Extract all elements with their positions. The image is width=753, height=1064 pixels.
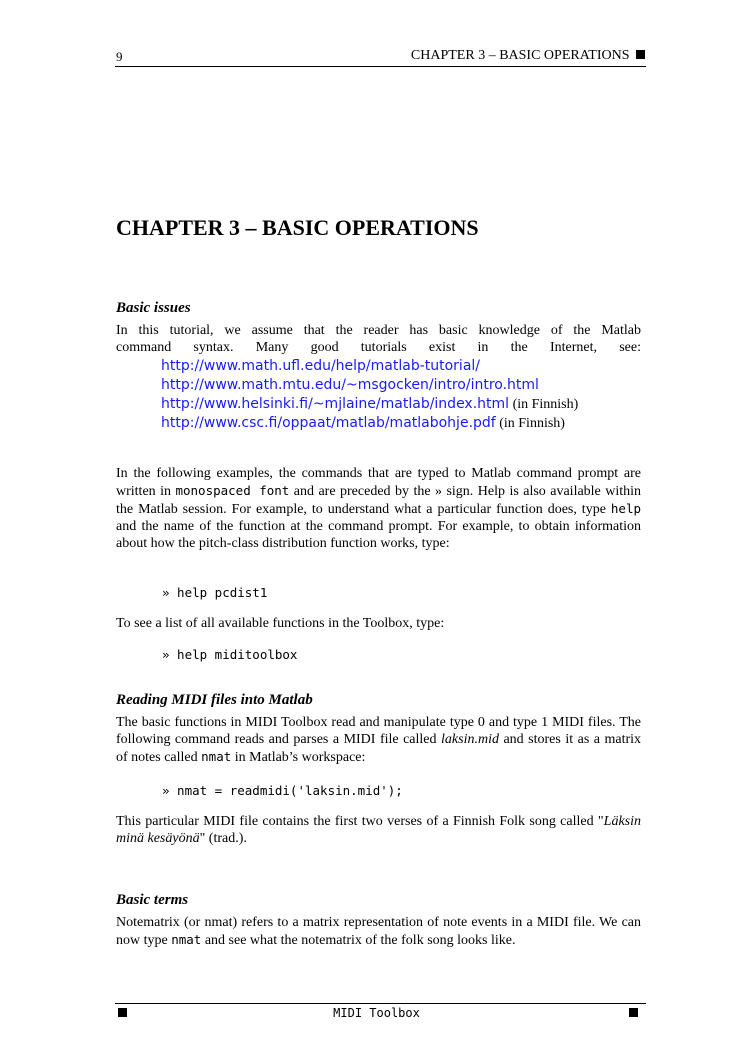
text-run: " (trad.). <box>199 831 247 846</box>
page-number: 9 <box>116 49 123 64</box>
link-item <box>161 395 641 414</box>
text-run: In the following examples, the commands that are typed to Matlab command prompt are written in <box>116 466 641 499</box>
section-heading-basic-terms: Basic terms <box>116 892 189 908</box>
running-title: CHAPTER 3 – BASIC OPERATIONS <box>410 48 630 63</box>
running-header <box>411 47 645 64</box>
chapter-title: CHAPTER 3 – BASIC OPERATIONS <box>116 215 479 240</box>
song-title: Läksin minä kesäyönä <box>116 814 641 846</box>
terms-paragraph <box>116 914 641 949</box>
footer-right-square-icon <box>629 1008 638 1017</box>
text-run: and the name of the function at the command prompt. For example, to obtain information about how the pitch-class distribution function works, type: <box>116 519 641 551</box>
examples-paragraph <box>116 465 641 552</box>
inline-code: nmat <box>171 932 202 947</box>
header-rule <box>115 66 646 67</box>
square-bullet-icon <box>636 50 645 59</box>
paragraph-line: command syntax. Many good tutorials exist in the Internet, see: <box>116 340 641 355</box>
text-run: and are preceded by the » sign. Help is also available within the Matlab session. For example, to understand what a particular function does, type <box>116 484 642 517</box>
reading-paragraph <box>116 714 641 766</box>
tutorial-link[interactable]: http://www.helsinki.fi/~mjlaine/matlab/index.html <box>161 396 510 412</box>
text-run: and stores it as a matrix of notes called <box>116 732 642 765</box>
tutorial-link[interactable]: http://www.math.ufl.edu/help/matlab-tutorial/ <box>161 358 481 374</box>
basic-issues-paragraph <box>116 322 641 356</box>
section-heading-reading-midi: Reading MIDI files into Matlab <box>116 692 313 708</box>
inline-code: help <box>610 501 641 516</box>
section-heading-basic-issues: Basic issues <box>116 300 191 316</box>
tutorial-link[interactable]: http://www.math.mtu.edu/~msgocken/intro/intro.html <box>161 377 539 393</box>
link-note: (in Finnish) <box>499 416 565 431</box>
tutorial-link[interactable]: http://www.csc.fi/oppaat/matlab/matlabohje.pdf <box>161 415 496 431</box>
paragraph-line: In this tutorial, we assume that the reader has basic knowledge of the Matlab <box>116 323 641 338</box>
command-example: » nmat = readmidi('laksin.mid'); <box>162 783 403 798</box>
link-item <box>161 414 641 433</box>
song-paragraph <box>116 813 641 847</box>
text-run: The basic functions in MIDI Toolbox read and manipulate type 0 and type 1 MIDI files. The following command reads and parses a MIDI file called <box>116 715 641 747</box>
functions-list-paragraph: To see a list of all available functions in the Toolbox, type: <box>116 616 445 631</box>
text-run: Notematrix (or nmat) refers to a matrix representation of note events in a MIDI file. We can now type <box>116 915 641 948</box>
text-run: and see what the notematrix of the folk song looks like. <box>201 933 516 948</box>
file-name: laksin.mid <box>441 732 499 747</box>
link-item <box>161 376 641 395</box>
tutorial-links-list <box>161 357 641 433</box>
command-example: » help pcdist1 <box>162 585 268 600</box>
text-run: in Matlab’s workspace: <box>231 750 366 765</box>
inline-code: monospaced font <box>175 483 290 498</box>
command-example: » help miditoolbox <box>162 647 298 662</box>
text-run: This particular MIDI file contains the first two verses of a Finnish Folk song called " <box>116 814 604 829</box>
link-item <box>161 357 641 376</box>
footer-title: MIDI Toolbox <box>333 1006 420 1020</box>
link-note: (in Finnish) <box>512 397 579 412</box>
footer-rule <box>115 1003 646 1004</box>
inline-code: nmat <box>201 749 232 764</box>
